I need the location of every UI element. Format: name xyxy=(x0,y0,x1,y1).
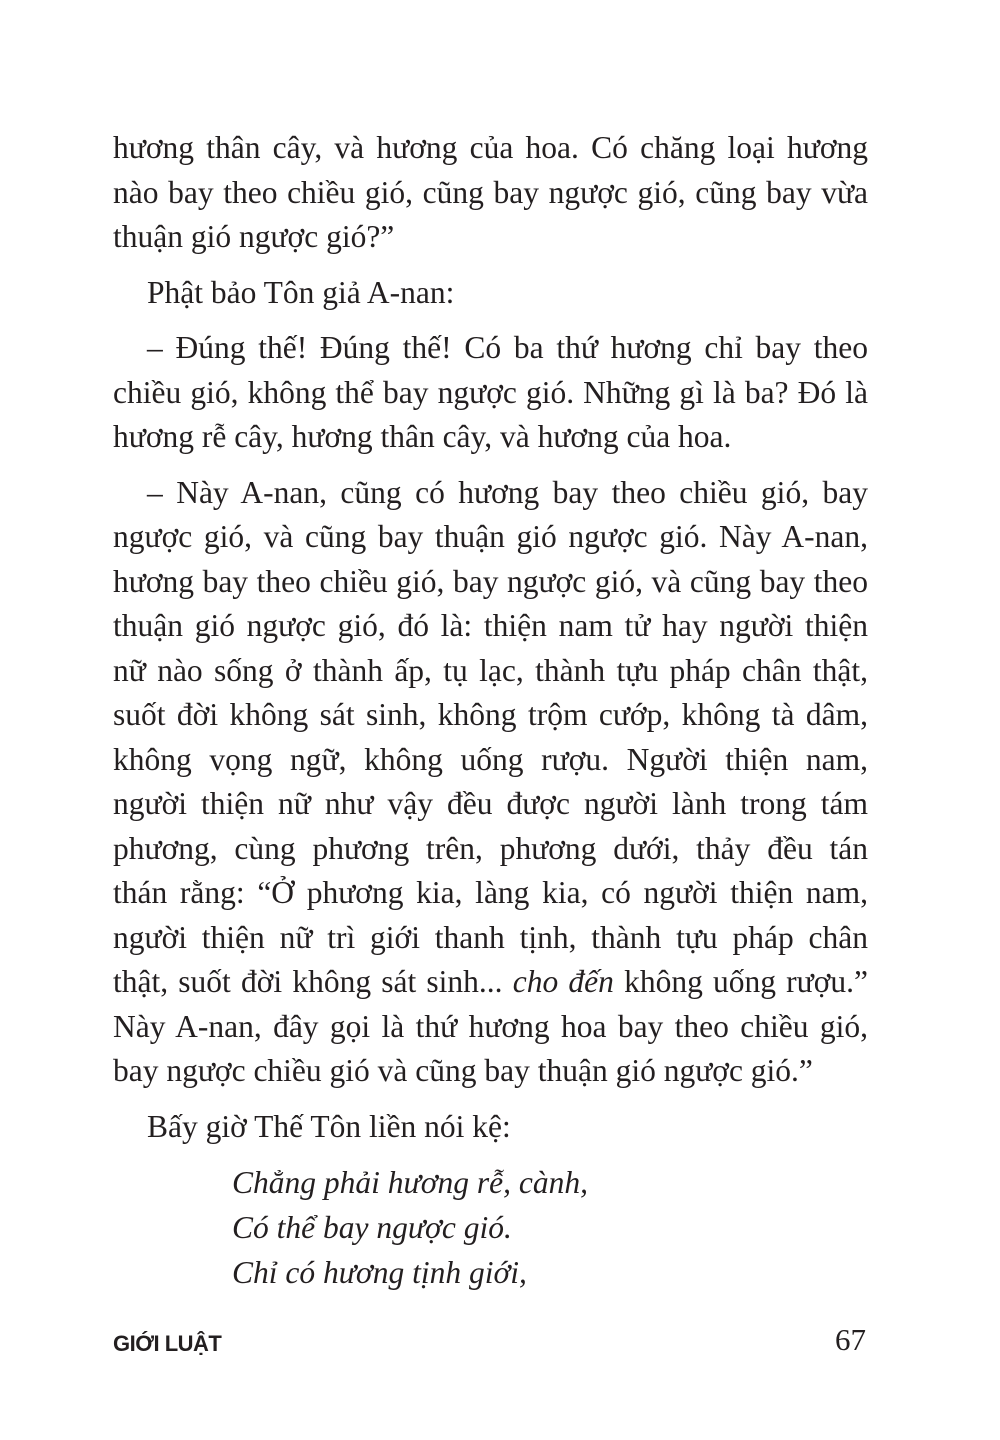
verse-line: Chỉ có hương tịnh giới, xyxy=(232,1255,527,1290)
italic-phrase: cho đến xyxy=(512,964,614,999)
paragraph-2 xyxy=(113,271,868,316)
text-run: không uống rượu.” xyxy=(613,964,869,999)
footer-section-title: GIỚI LUẬT xyxy=(113,1331,222,1356)
verse-line: Có thể bay ngược gió. xyxy=(232,1210,512,1245)
text-line: – Đúng thế! Đúng thế! Có ba thứ hương chỉ bay theo xyxy=(147,330,868,365)
text-line: hương rễ cây, hương thân cây, và hương của hoa. xyxy=(113,419,732,454)
text-line: bay ngược chiều gió và cũng bay thuận gió ngược gió.” xyxy=(113,1053,813,1088)
text-line: nào bay theo chiều gió, cũng bay ngược gió, cũng bay vừa xyxy=(113,174,868,210)
text-line: thuận gió ngược gió?” xyxy=(113,219,395,254)
text-line: Phật bảo Tôn giả A-nan: xyxy=(147,274,455,310)
page-content xyxy=(113,126,868,1295)
text-line: người thiện nữ như vậy đều được người lành trong tám xyxy=(113,786,868,821)
text-line: thuận gió ngược gió, đó là: thiện nam tử hay người thiện xyxy=(113,608,868,643)
paragraph-4 xyxy=(113,471,868,1094)
verse-block xyxy=(113,1160,868,1295)
text-line-mixed xyxy=(113,960,868,1005)
text-line: suốt đời không sát sinh, không trộm cướp, không tà dâm, xyxy=(113,697,868,732)
text-line: hương thân cây, và hương của hoa. Có chăng loại hương xyxy=(113,130,868,165)
text-line: Bấy giờ Thế Tôn liền nói kệ: xyxy=(147,1108,511,1144)
verse-line: Chẳng phải hương rễ, cành, xyxy=(232,1165,588,1200)
paragraph-3 xyxy=(113,326,868,460)
paragraph-5 xyxy=(113,1105,868,1150)
text-run: thật, suốt đời không sát sinh... xyxy=(113,964,513,999)
text-line: phương, cùng phương trên, phương dưới, thảy đều tán xyxy=(113,830,868,866)
page-number: 67 xyxy=(835,1322,866,1357)
text-line: hương bay theo chiều gió, bay ngược gió, và cũng bay theo xyxy=(113,563,868,599)
text-line: – Này A-nan, cũng có hương bay theo chiều gió, bay xyxy=(147,474,868,510)
paragraph-1 xyxy=(113,126,868,260)
text-line: nữ nào sống ở thành ấp, tụ lạc, thành tựu pháp chân thật, xyxy=(113,652,868,688)
text-line: chiều gió, không thể bay ngược gió. Những gì là ba? Đó là xyxy=(113,374,868,410)
text-line: thán rằng: “Ở phương kia, làng kia, có người thiện nam, xyxy=(113,875,868,910)
text-line: người thiện nữ trì giới thanh tịnh, thành tựu pháp chân xyxy=(113,919,868,955)
text-line: Này A-nan, đây gọi là thứ hương hoa bay theo chiều gió, xyxy=(113,1008,868,1044)
text-line: ngược gió, và cũng bay thuận gió ngược gió. Này A-nan, xyxy=(113,519,868,554)
text-line: không vọng ngữ, không uống rượu. Người thiện nam, xyxy=(113,741,868,777)
